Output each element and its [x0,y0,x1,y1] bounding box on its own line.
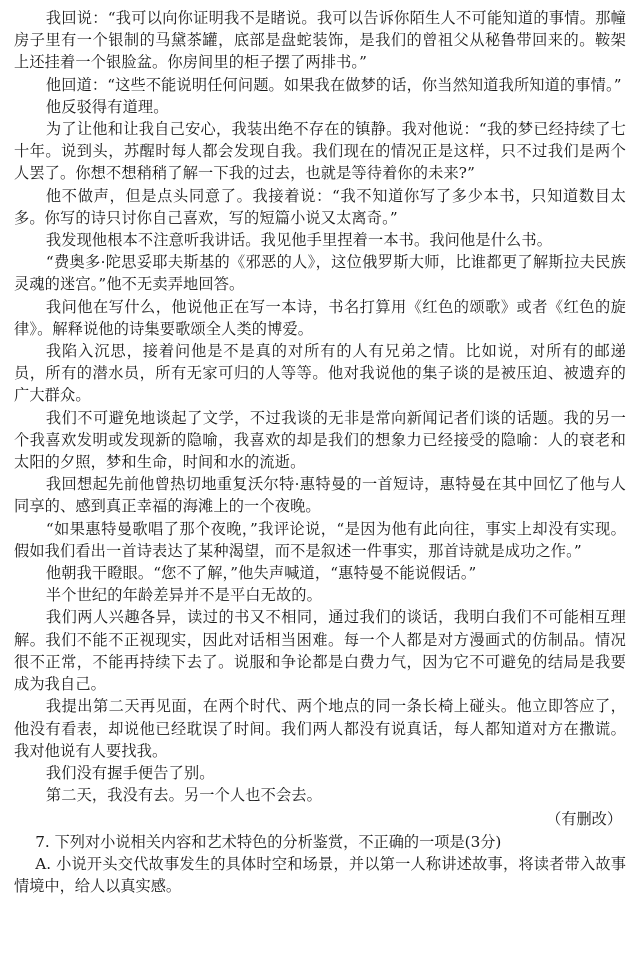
paragraph: 我回说：“我可以向你证明我不是睹说。我可以告诉你陌生人不可能知道的事情。那幢房子里有一个银制的马黛茶罐，底部是盘蛇装饰，是我们的曾祖父从秘鲁带回来的。鞍架上还挂着一个银脸盆。你房间里的柜子摆了两排书。” [14,9,626,72]
paragraph: 我提出第二天再见面，在两个时代、两个地点的同一条长椅上碰头。他立即答应了，他没有看表，却说他已经耽误了时间。我们两人都没有说真话，每人都知道对方在撒谎。我对他说有人要找我。 [14,697,626,760]
paragraph: 他回道：“这些不能说明任何问题。如果我在做梦的话，你当然知道我所知道的事情。” [45,75,622,94]
paragraph: 我们两人兴趣各异，读过的书又不相同，通过我们的谈话，我明白我们不可能相互理解。我们不能不正视现实，因此对话相当困难。每一个人都是对方漫画式的仿制品。情况很不正常，不能再持续下去了。说服和争论都是白费力气，因为它不可避免的结局是我要成为我自己。 [14,608,626,694]
paragraph: 第二天，我没有去。另一个人也不会去。 [45,786,322,805]
paragraph: 我们没有握手便告了别。 [45,763,215,782]
question-stem: 7. 下列对小说相关内容和艺术特色的分析鉴赏，不正确的一项是(3分) [35,832,502,851]
answer-option-a: A. 小说开头交代故事发生的具体时空和场景，并以第一人称讲述故事，将读者带入故事情境中，给人以真实感。 [14,854,626,895]
paragraph: 我发现他根本不注意听我讲话。我见他手里捏着一本书。我问他是什么书。 [45,231,553,250]
paragraph: “如果惠特曼歌唱了那个夜晚，”我评论说，“是因为他有此向往，事实上却没有实现。假如我们看出一首诗表达了某种渴望，而不是叙述一件事实，那首诗就是成功之作。” [14,519,626,560]
paragraph: 我们不可避免地谈起了文学，不过我谈的无非是常向新闻记者们谈的话题。我的另一个我喜欢发明或发现新的隐喻，我喜欢的却是我们的想象力已经接受的隐喻：人的衰老和太阳的夕照，梦和生命，时间和水的流逝。 [14,408,626,472]
paragraph: 他朝我干瞪眼。“您不了解，”他失声喊道，“惠特曼不能说假话。” [45,564,477,583]
paragraph: “费奥多·陀思妥耶夫斯基的《邪恶的人》，这位俄罗斯大师，比谁都更了解斯拉夫民族灵魂的迷宫。”他不无卖弄地回答。 [14,253,626,294]
paragraph: 他不做声，但是点头同意了。我接着说：“我不知道你写了多少本书，只知道数目太多。你写的诗只讨你自己喜欢，写的短篇小说又太离奇。” [14,186,626,227]
paragraph: 我问他在写什么，他说他正在写一本诗，书名打算用《红色的颂歌》或者《红色的旋律》。解释说他的诗集要歌颂全人类的博爱。 [14,297,626,338]
paragraph: 他反驳得有道理。 [45,97,169,116]
paragraph: 为了让他和让我自己安心，我装出绝不存在的镇静。我对他说：“我的梦已经持续了七十年。说到头，苏醒时每人都会发现自我。我们现在的情况正是这样，只不过我们是两个人罢了。你想不想稍稍了解一下我的过去，也就是等待着你的未来?” [14,120,626,183]
story-text [14,7,626,806]
source-note: （有删改） [546,810,622,829]
paragraph: 半个世纪的年龄差异并不是平白无故的。 [45,586,322,605]
paragraph: 我陷入沉思，接着问他是不是真的对所有的人有兄弟之情。比如说，对所有的邮递员，所有的潜水员，所有无家可归的人等等。他对我说他的集子谈的是被压迫、被遗弃的广大群众。 [14,342,626,405]
paragraph: 我回想起先前他曾热切地重复沃尔特·惠特曼的一首短诗，惠特曼在其中回忆了他与人同享的、感到真正幸福的海滩上的一个夜晚。 [14,475,626,516]
